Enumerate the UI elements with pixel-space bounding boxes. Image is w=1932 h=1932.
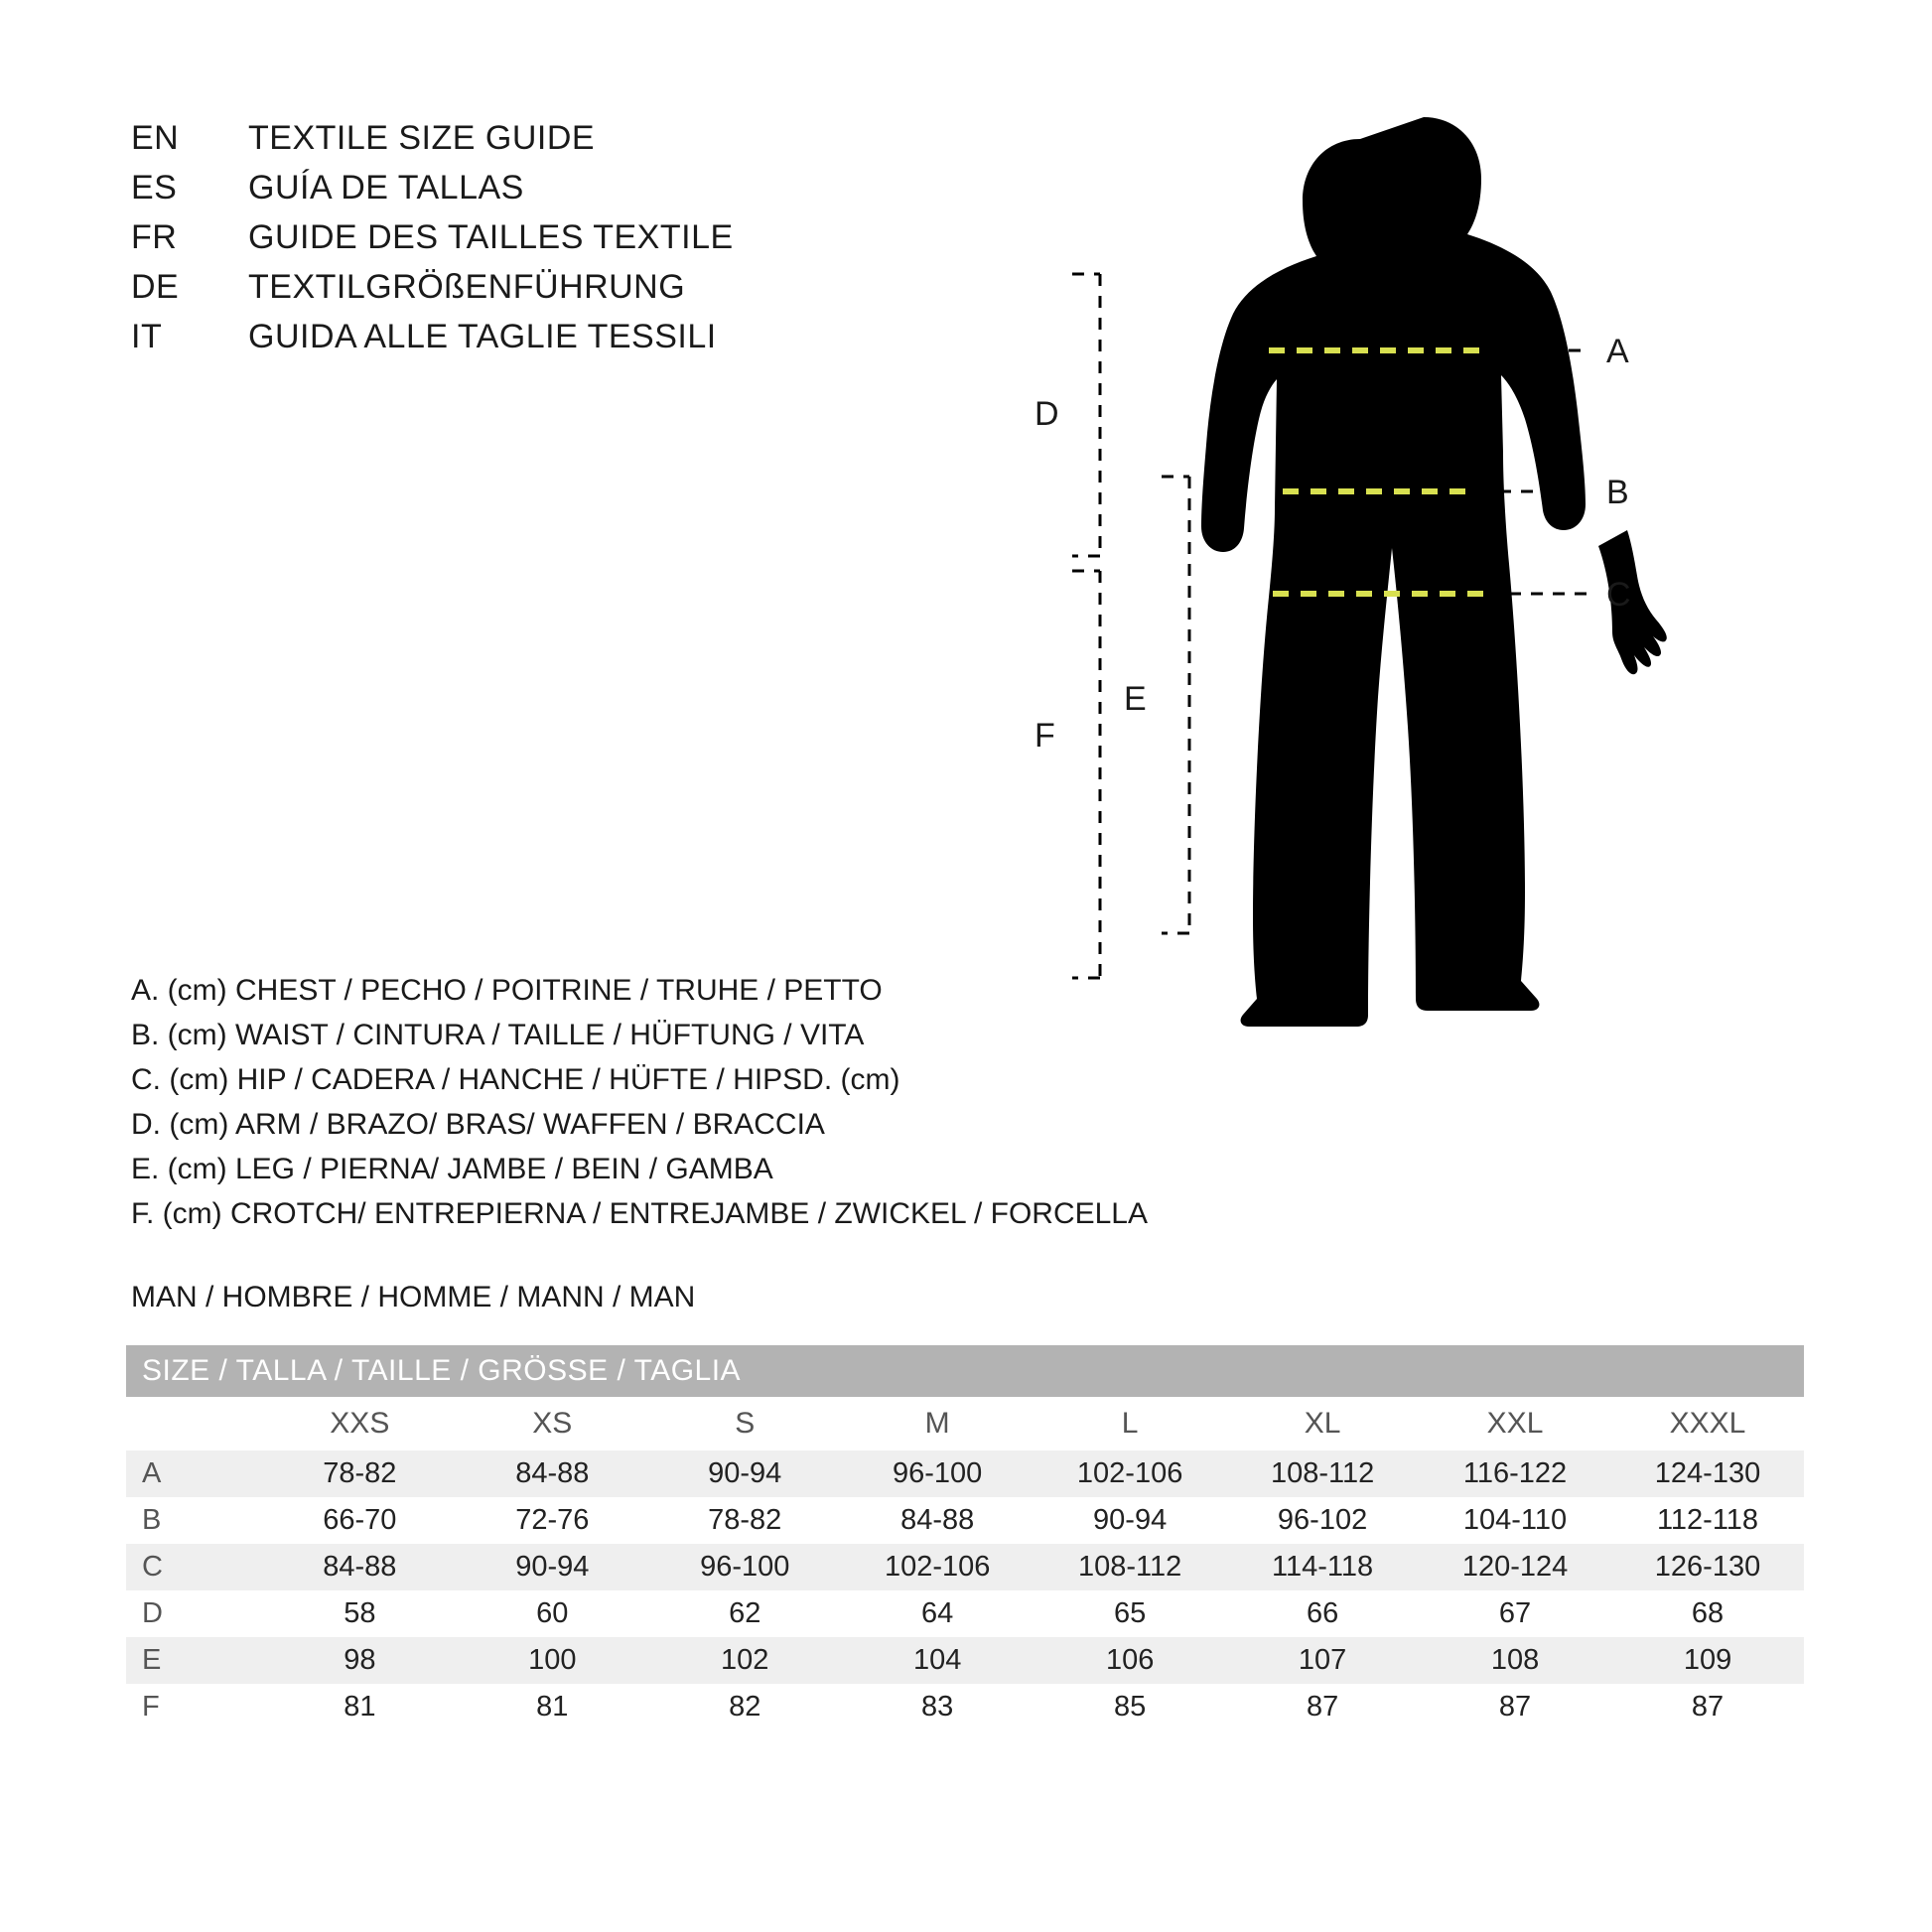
cell-b-xxxl: 112-118 [1611,1497,1804,1544]
table-title: SIZE / TALLA / TAILLE / GRÖSSE / TAGLIA [126,1345,1804,1397]
cell-e-l: 106 [1034,1637,1226,1684]
bracket-d [1072,274,1100,556]
body-measurement-diagram [1013,79,1886,1211]
language-row-fr [131,218,945,268]
cell-a-xxs: 78-82 [263,1450,456,1497]
row-label-e: E [126,1637,263,1684]
cell-b-l: 90-94 [1034,1497,1226,1544]
cell-e-xs: 100 [456,1637,648,1684]
table-title-row [126,1345,1804,1397]
cell-a-xl: 108-112 [1226,1450,1419,1497]
cell-b-xl: 96-102 [1226,1497,1419,1544]
column-header-xl: XL [1226,1397,1419,1450]
language-text-en: TEXTILE SIZE GUIDE [248,119,596,157]
cell-e-xl: 107 [1226,1637,1419,1684]
cell-b-xxl: 104-110 [1419,1497,1611,1544]
bracket-e [1162,477,1189,933]
cell-d-xxl: 67 [1419,1590,1611,1637]
marker-label-b: B [1606,474,1629,511]
table-row [126,1684,1804,1730]
column-header-xxs: XXS [263,1397,456,1450]
column-header-xxl: XXL [1419,1397,1611,1450]
marker-label-e: E [1124,680,1147,718]
cell-f-s: 82 [648,1684,841,1730]
language-row-it [131,318,945,367]
table-row [126,1590,1804,1637]
cell-e-s: 102 [648,1637,841,1684]
cell-d-xl: 66 [1226,1590,1419,1637]
row-label-b: B [126,1497,263,1544]
language-code-en: EN [131,119,180,157]
language-row-es [131,169,945,218]
cell-d-s: 62 [648,1590,841,1637]
column-header-xxxl: XXXL [1611,1397,1804,1450]
cell-d-xxs: 58 [263,1590,456,1637]
marker-label-d: D [1035,395,1059,433]
size-chart-table [126,1345,1804,1730]
bracket-f [1072,571,1100,978]
language-code-de: DE [131,268,180,306]
cell-d-xxxl: 68 [1611,1590,1804,1637]
cell-b-xxs: 66-70 [263,1497,456,1544]
cell-b-xs: 72-76 [456,1497,648,1544]
cell-b-m: 84-88 [841,1497,1034,1544]
row-label-a: A [126,1450,263,1497]
cell-c-l: 108-112 [1034,1544,1226,1590]
language-row-de [131,268,945,318]
language-text-it: GUIDA ALLE TAGLIE TESSILI [248,318,717,355]
cell-a-xxxl: 124-130 [1611,1450,1804,1497]
cell-a-xxl: 116-122 [1419,1450,1611,1497]
language-text-de: TEXTILGRÖßENFÜHRUNG [248,268,686,306]
marker-label-a: A [1606,333,1629,370]
column-header-xs: XS [456,1397,648,1450]
legend-item-d: D. (cm) ARM / BRAZO/ BRAS/ WAFFEN / BRACCIA [131,1108,825,1141]
cell-c-s: 96-100 [648,1544,841,1590]
table-row [126,1497,1804,1544]
marker-label-c: C [1606,576,1631,614]
language-code-fr: FR [131,218,178,256]
cell-c-m: 102-106 [841,1544,1034,1590]
column-header-m: M [841,1397,1034,1450]
legend-item-a: A. (cm) CHEST / PECHO / POITRINE / TRUHE / PETTO [131,974,883,1007]
language-row-en [131,119,945,169]
cell-c-xxl: 120-124 [1419,1544,1611,1590]
table-header-row [126,1397,1804,1450]
cell-a-xs: 84-88 [456,1450,648,1497]
cell-d-m: 64 [841,1590,1034,1637]
header-corner-cell [126,1397,263,1450]
cell-e-m: 104 [841,1637,1034,1684]
cell-d-l: 65 [1034,1590,1226,1637]
cell-d-xs: 60 [456,1590,648,1637]
cell-e-xxs: 98 [263,1637,456,1684]
cell-f-m: 83 [841,1684,1034,1730]
legend-item-b: B. (cm) WAIST / CINTURA / TAILLE / HÜFTUNG / VITA [131,1019,865,1051]
legend-item-e: E. (cm) LEG / PIERNA/ JAMBE / BEIN / GAMBA [131,1153,773,1185]
language-text-es: GUÍA DE TALLAS [248,169,524,207]
column-header-s: S [648,1397,841,1450]
row-label-f: F [126,1684,263,1730]
cell-c-xs: 90-94 [456,1544,648,1590]
language-code-es: ES [131,169,178,207]
cell-e-xxxl: 109 [1611,1637,1804,1684]
cell-a-s: 90-94 [648,1450,841,1497]
cell-f-l: 85 [1034,1684,1226,1730]
gender-label: MAN / HOMBRE / HOMME / MANN / MAN [131,1281,696,1313]
table-row [126,1637,1804,1684]
cell-f-xxl: 87 [1419,1684,1611,1730]
cell-f-xxs: 81 [263,1684,456,1730]
legend-item-f: F. (cm) CROTCH/ ENTREPIERNA / ENTREJAMBE / ZWICKEL / FORCELLA [131,1197,1148,1230]
cell-c-xxs: 84-88 [263,1544,456,1590]
cell-f-xxxl: 87 [1611,1684,1804,1730]
cell-a-m: 96-100 [841,1450,1034,1497]
cell-c-xl: 114-118 [1226,1544,1419,1590]
table-row [126,1544,1804,1590]
column-header-l: L [1034,1397,1226,1450]
marker-label-f: F [1035,717,1055,755]
row-label-c: C [126,1544,263,1590]
table-row [126,1450,1804,1497]
cell-c-xxxl: 126-130 [1611,1544,1804,1590]
language-header-block [131,119,945,367]
cell-f-xl: 87 [1226,1684,1419,1730]
language-code-it: IT [131,318,163,355]
row-label-d: D [126,1590,263,1637]
cell-e-xxl: 108 [1419,1637,1611,1684]
male-silhouette-icon [1201,117,1667,1027]
legend-item-c: C. (cm) HIP / CADERA / HANCHE / HÜFTE / HIPSD. (cm) [131,1063,900,1096]
cell-b-s: 78-82 [648,1497,841,1544]
cell-a-l: 102-106 [1034,1450,1226,1497]
cell-f-xs: 81 [456,1684,648,1730]
language-text-fr: GUIDE DES TAILLES TEXTILE [248,218,734,256]
